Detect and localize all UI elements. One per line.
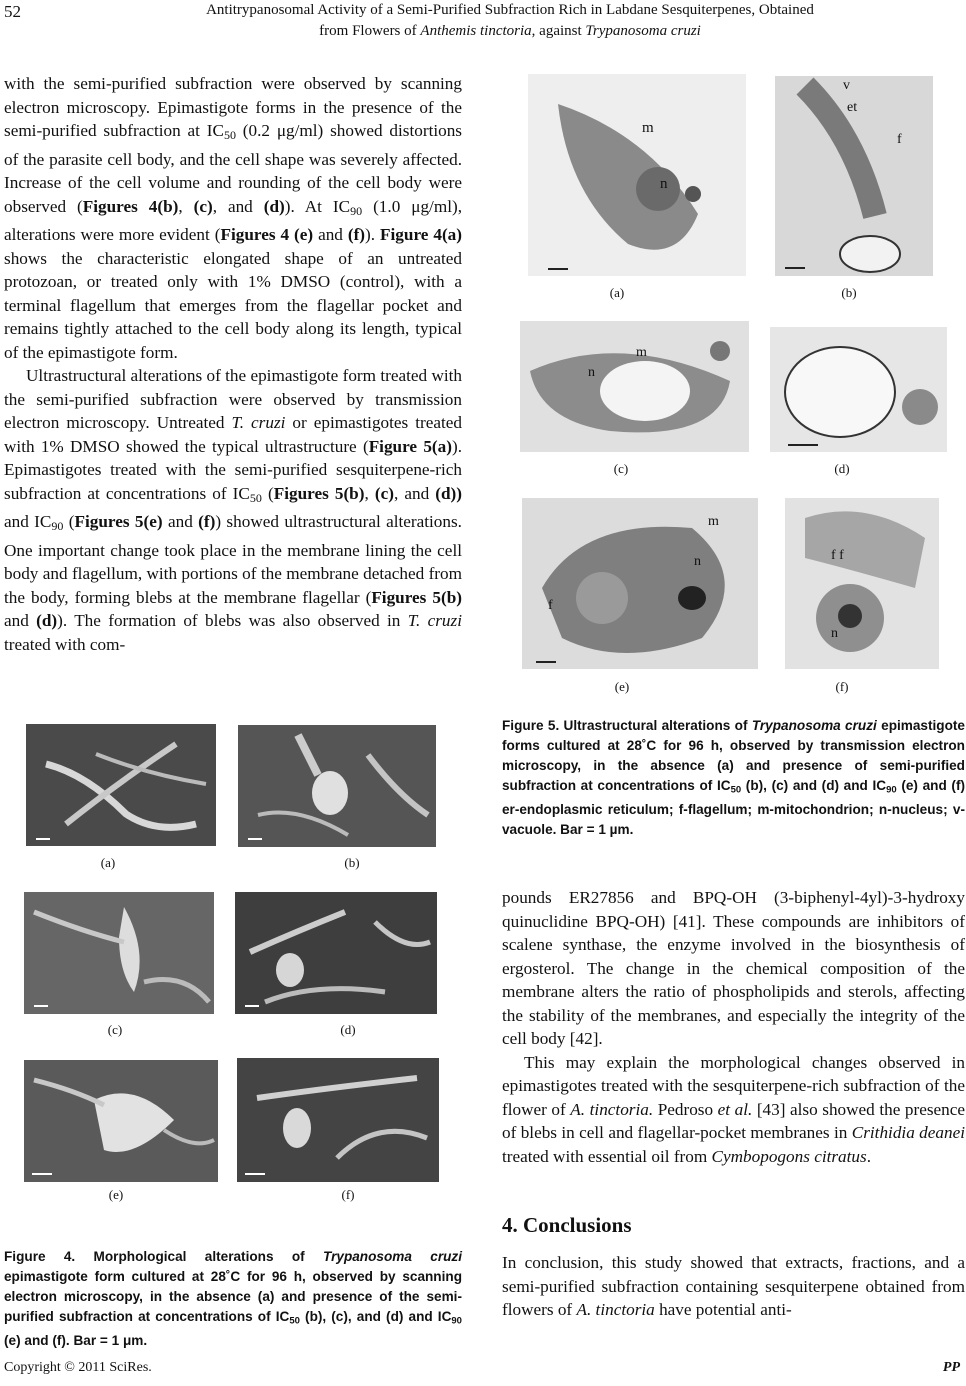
figure4-label-f: (f) xyxy=(341,1187,355,1202)
figure4-label-a: (a) xyxy=(100,855,116,870)
figure4-panel-f xyxy=(237,1058,439,1182)
figure4-label-d: (d) xyxy=(340,1022,356,1037)
running-header-line2: from Flowers of Anthemis tinctoria, against Trypanosoma cruzi xyxy=(319,23,701,39)
figure5-label-b: (b) xyxy=(841,285,857,300)
figure4-label-b: (b) xyxy=(344,855,360,870)
figure5-f-label-n: n xyxy=(831,626,838,641)
figure5-c-label-m: m xyxy=(636,345,647,360)
figure5-e-label-f: f xyxy=(548,598,553,613)
page-number: 52 xyxy=(4,2,21,21)
figure5-a-label-n: n xyxy=(660,176,668,192)
conclusions-text xyxy=(502,1251,965,1322)
figure4-panel-d xyxy=(235,892,437,1014)
figure5-label-d: (d) xyxy=(834,461,850,476)
figure4-label-c: (c) xyxy=(107,1022,123,1037)
figure5-c-label-n: n xyxy=(588,365,595,380)
running-header xyxy=(80,0,940,42)
figure5-caption: Figure 5. Ultrastructural alterations of Trypanosoma cruzi epimastigote forms cultured at 28˚C for 96 h, observed by transmission electron microscopy, in the absence (a) and presence of semi-purified subfraction at concentrations of $IC_{50}$ (b), (c) and (d) and $IC_{90}$ (e) and (f) er-endoplasmic reticulum; f-flagellum; m-mitochondrion; n-nucleus; v-vacuole. Bar = 1 µm. xyxy=(502,718,965,838)
right-column-text xyxy=(502,886,965,1168)
footer-journal: PP xyxy=(942,1360,960,1375)
paragraph-sem-results: with the semi-purified subfraction were observed by scanning electron microscopy. Epimastigote forms in the presence of the semi-purified subfraction at $IC_{50}$ (0.2 μg/ml) showed distortions of the parasite cell body, and the cell shape was severely affected. Increase of the cell volume and rounding of the cell body were observed (Figures 4(b), (c), and (d)). At $IC_{90}$ (1.0 μg/ml), alterations were more evident (Figures 4 (e) and (f)). Figure 4(a) shows the characteristic elongated shape of an untreated protozoan, or treated only with 1% DMSO (control), with a terminal flagellum that emerges from the flagellar pocket and remains tightly attached to the cell body along its length, typical of the epimastigote form. xyxy=(4,74,462,362)
figure5-label-c: (c) xyxy=(613,461,629,476)
section-heading-conclusions: 4. Conclusions xyxy=(502,1213,632,1237)
footer-copyright: Copyright © 2011 SciRes. xyxy=(4,1360,152,1375)
paragraph-compounds: pounds ER27856 and BPQ-OH (3-biphenyl-4yl)-3-hydroxy quinuclidine BPQ-OH) [41]. These compounds are inhibitors of scalene synthase, the enzyme involved in the biosynthesis of ergosterol. The change in the chemical composition of the membrane alters the ratio of phospholipids and sterols, affecting the stability of the membranes, and especially the integrity of the cell body [42]. xyxy=(502,888,965,1048)
figure5-panel-a xyxy=(528,74,746,276)
left-column-text xyxy=(4,72,462,656)
figure5-label-e: (e) xyxy=(614,679,630,694)
figure5-a-label-m: m xyxy=(642,120,654,136)
paragraph-tem-results: Ultrastructural alterations of the epimastigote form treated with the semi-purified subfraction were observed by transmission electron microscopy. Untreated T. cruzi or epimastigotes treated with 1% DMSO showed the typical ultrastructure (Figure 5(a)). Epimastigotes treated with the semi-purified sesquiterpene-rich subfraction at concentrations of $IC_{50}$ (Figures 5(b), (c), and (d)) and $IC_{90}$ (Figures 5(e) and (f)) showed ultrastructural alterations. One important change took place in the membrane lining the cell body and flagellum, with portions of the membrane detached from the body, forming blebs at the membrane flagellar (Figures 5(b) and (d)). The formation of blebs was also observed in T. cruzi treated with com- xyxy=(4,366,463,654)
figure4-caption: Figure 4. Morphological alterations of Trypanosoma cruzi epimastigote form cultured at 28˚C for 96 h, observed by scanning electron microscopy, in the absence (a) and presence of the semi-purified subfraction at concentrations of $IC_{50}$ (b), (c), and (d) and $IC_{90}$ (e) and (f). Bar = 1 μm. xyxy=(4,1249,462,1349)
paragraph-explanation: This may explain the morphological changes observed in epimastigotes treated with the sesquiterpene-rich subfraction of the flower of A. tinctoria. Pedroso et al. [43] also showed the presence of blebs in cell and flagellar-pocket membranes in Crithidia deanei treated with essential oil from Cymbopogons citratus. xyxy=(502,1052,965,1166)
figure5-panel-e xyxy=(522,498,758,669)
figure4-panel-a xyxy=(26,724,216,846)
figure5-f-label-ff: f f xyxy=(831,548,844,563)
figure5-b-label-v: v xyxy=(843,78,850,93)
figure5-panel-d xyxy=(770,327,947,452)
figure5-panel-c xyxy=(520,321,749,452)
figure5-label-a: (a) xyxy=(609,285,625,300)
figure5-b-label-f: f xyxy=(897,132,902,147)
figure5-b-label-et: et xyxy=(847,100,858,115)
paragraph-conclusions: In conclusion, this study showed that extracts, fractions, and a semi-purified subfraction containing sesquiterpene obtained from flowers of A. tinctoria have potential anti- xyxy=(502,1253,965,1319)
figure5-panel-f xyxy=(785,498,939,669)
figure4-panel-c xyxy=(24,892,214,1014)
running-header-line1: Antitrypanosomal Activity of a Semi-Purified Subfraction Rich in Labdane Sesquiterpenes, Obtained xyxy=(206,2,814,18)
figure5-label-f: (f) xyxy=(835,679,849,694)
figure4-panel-e xyxy=(24,1060,218,1182)
figure5-e-label-n: n xyxy=(694,554,701,569)
figure5-e-label-m: m xyxy=(708,514,719,529)
figure5-panel-b xyxy=(775,76,933,276)
figure4-label-e: (e) xyxy=(108,1187,124,1202)
figure4-panel-b xyxy=(238,725,436,847)
